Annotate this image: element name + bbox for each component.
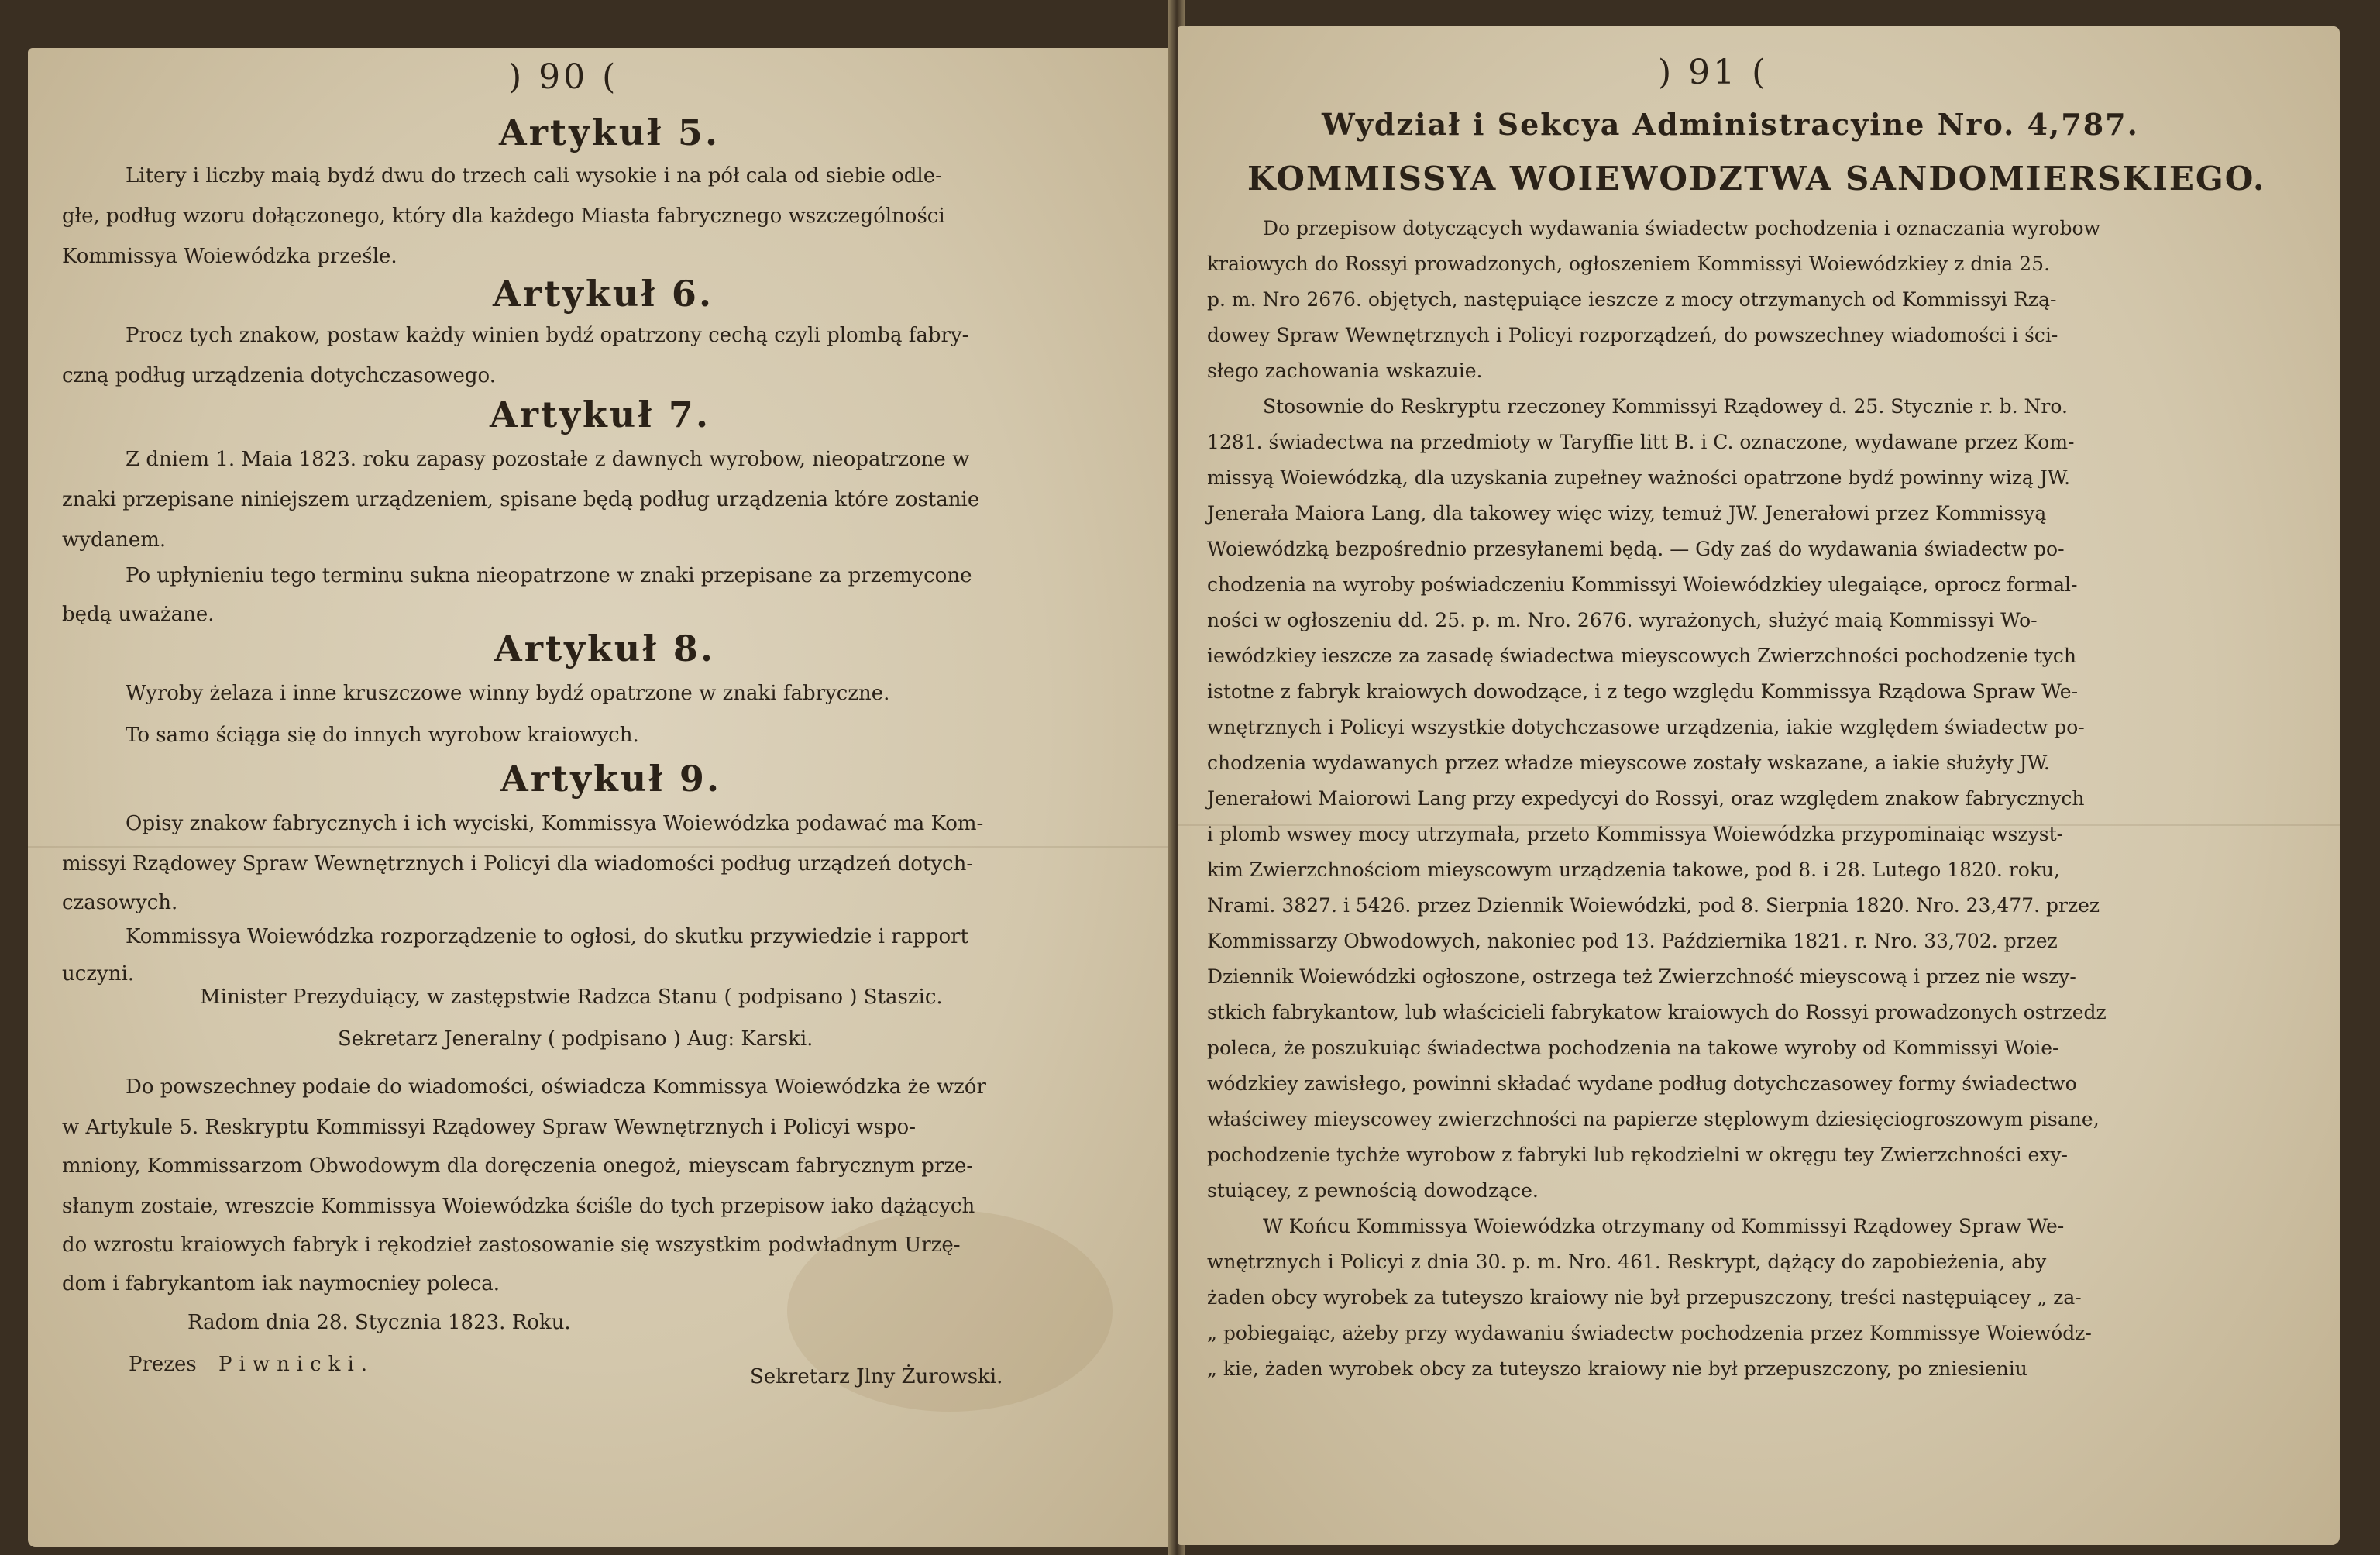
- right-page: [1178, 26, 2340, 1545]
- secretary-signature-2: Sekretarz Jlny Żurowski.: [750, 1365, 1003, 1388]
- article-6-heading: Artykuł 6.: [493, 273, 714, 315]
- date-line: Radom dnia 28. Stycznia 1823. Roku.: [187, 1311, 571, 1334]
- text-line: Kommissarzy Obwodowych, nakoniec pod 13. Października 1821. r. Nro. 33,702. przez: [1207, 930, 2058, 952]
- text-line: słanym zostaie, wreszcie Kommissya Woiewódzka ściśle do tych przepisow iako dążących: [62, 1195, 975, 1218]
- text-line: Stosownie do Reskryptu rzeczoney Kommissyi Rządowey d. 25. Stycznie r. b. Nro.: [1263, 395, 2068, 418]
- text-line: iewódzkiey ieszcze za zasadę świadectwa mieyscowych Zwierzchności pochodzenie tych: [1207, 645, 2077, 667]
- text-line: Z dniem 1. Maia 1823. roku zapasy pozostałe z dawnych wyrobow, nieopatrzone w: [126, 448, 970, 471]
- text-line: wódzkiey zawisłego, powinni składać wydane podług dotychczasowey formy świadectwo: [1207, 1072, 2077, 1095]
- text-line: „ pobiegaiąc, ażeby przy wydawaniu świadectw pochodzenia przez Kommissye Woiewódz-: [1207, 1322, 2092, 1344]
- article-9-heading: Artykuł 9.: [500, 758, 721, 800]
- text-line: znaki przepisane niniejszem urządzeniem, spisane będą podług urządzenia które zostanie: [62, 488, 980, 511]
- text-line: Jenerała Maiora Lang, dla takowey więc wizy, temuż JW. Jenerałowi przez Kommissyą: [1207, 502, 2047, 525]
- president-name: Piwnicki.: [218, 1353, 375, 1376]
- text-line: właściwey mieyscowey zwierzchności na papierze stęplowym dziesięciogroszowym pisane,: [1207, 1108, 2100, 1130]
- page-fold: [28, 846, 1173, 848]
- text-line: chodzenia wydawanych przez władze mieyscowe zostały wskazane, a iakie służyły JW.: [1207, 752, 2050, 774]
- text-line: W Końcu Kommissya Woiewódzka otrzymany od Kommissyi Rządowey Spraw We-: [1263, 1215, 2065, 1237]
- text-line: mniony, Kommissarzom Obwodowym dla doręczenia onegoż, mieyscam fabrycznym prze-: [62, 1154, 974, 1178]
- text-line: dom i fabrykantom iak naymocniey poleca.: [62, 1272, 500, 1295]
- commission-heading: KOMMISSYA WOIEWODZTWA SANDOMIERSKIEGO.: [1247, 160, 2266, 198]
- secretary-signature: Sekretarz Jeneralny ( podpisano ) Aug: Karski.: [338, 1027, 813, 1051]
- text-line: uczyni.: [62, 962, 135, 986]
- text-line: stuiącey, z pewnością dowodzące.: [1207, 1179, 1539, 1202]
- text-line: p. m. Nro 2676. objętych, następuiące ieszcze z mocy otrzymanych od Kommissyi Rzą-: [1207, 288, 2057, 311]
- president-label: Prezes: [129, 1353, 197, 1376]
- text-line: Po upłynieniu tego terminu sukna nieopatrzone w znaki przepisane za przemycone: [126, 564, 972, 587]
- text-line: „ kie, żaden wyrobek obcy za tuteyszo kraiowy nie był przepuszczony, po zniesieniu: [1207, 1357, 2027, 1380]
- text-line: pochodzenie tychże wyrobow z fabryki lub rękodzielni w okręgu tey Zwierzchności exy-: [1207, 1144, 2068, 1166]
- text-line: To samo ściąga się do innych wyrobow kraiowych.: [126, 724, 639, 747]
- article-5-heading: Artykuł 5.: [499, 112, 720, 153]
- article-7-heading: Artykuł 7.: [490, 394, 710, 435]
- text-line: i plomb wswey mocy utrzymała, przeto Kommissya Woiewódzka przypominaiąc wszyst-: [1207, 823, 2064, 845]
- text-line: stkich fabrykantow, lub właścicieli fabrykatow kraiowych do Rossyi prowadzonych ostrzedz: [1207, 1001, 2107, 1023]
- text-line: 1281. świadectwa na przedmioty w Taryffie litt B. i C. oznaczone, wydawane przez Kom-: [1207, 431, 2075, 453]
- text-line: będą uważane.: [62, 603, 215, 626]
- text-line: Do powszechney podaie do wiadomości, oświadcza Kommissya Woiewódzka że wzór: [126, 1075, 986, 1099]
- left-page: [28, 48, 1173, 1547]
- text-line: czną podług urządzenia dotychczasowego.: [62, 364, 496, 387]
- text-line: Kommissya Woiewódzka rozporządzenie to ogłosi, do skutku przywiedzie i rapport: [126, 925, 968, 948]
- text-line: w Artykule 5. Reskryptu Kommissyi Rządowey Spraw Wewnętrznych i Policyi wspo-: [62, 1116, 916, 1139]
- text-line: Do przepisow dotyczących wydawania świadectw pochodzenia i oznaczania wyrobow: [1263, 217, 2100, 239]
- text-line: missyi Rządowey Spraw Wewnętrznych i Policyi dla wiadomości podług urządzeń dotych-: [62, 852, 974, 876]
- text-line: Jenerałowi Maiorowi Lang przy expedycyi do Rossyi, oraz względem znakow fabrycznych: [1207, 787, 2085, 810]
- page-number: ) 91 (: [1658, 53, 1769, 92]
- text-line: żaden obcy wyrobek za tuteyszo kraiowy nie był przepuszczony, treści następuiącey „ za-: [1207, 1286, 2082, 1309]
- text-line: słego zachowania wskazuie.: [1207, 360, 1483, 382]
- text-line: głe, podług wzoru dołączonego, który dla każdego Miasta fabrycznego wszczególności: [62, 205, 945, 228]
- department-heading: Wydział i Sekcya Administracyine Nro. 4,787.: [1322, 107, 2139, 142]
- text-line: Kommissya Woiewódzka prześle.: [62, 245, 397, 268]
- text-line: dowey Spraw Wewnętrznych i Policyi rozporządzeń, do powszechney wiadomości i ści-: [1207, 324, 2058, 346]
- text-line: istotne z fabryk kraiowych dowodzące, i z tego względu Kommissya Rządowa Spraw We-: [1207, 680, 2079, 703]
- text-line: wydanem.: [62, 528, 167, 552]
- text-line: Litery i liczby maią bydź dwu do trzech cali wysokie i na pół cala od siebie odle-: [126, 164, 942, 187]
- article-8-heading: Artykuł 8.: [494, 628, 715, 669]
- text-line: kraiowych do Rossyi prowadzonych, ogłoszeniem Kommissyi Woiewódzkiey z dnia 25.: [1207, 253, 2051, 275]
- text-line: Dziennik Woiewódzki ogłoszone, ostrzega też Zwierzchność mieyscową i przez nie wszy-: [1207, 965, 2076, 988]
- text-line: wnętrznych i Policyi wszystkie dotychczasowe urządzenia, iakie względem świadectw po-: [1207, 716, 2085, 738]
- text-line: Wyroby żelaza i inne kruszczowe winny bydź opatrzone w znaki fabryczne.: [126, 682, 890, 705]
- text-line: missyą Woiewódzką, dla uzyskania zupełney ważności opatrzone bydź powinny wizą JW.: [1207, 466, 2071, 489]
- text-line: poleca, że poszukuiąc świadectwa pochodzenia na takowe wyroby od Kommissyi Woie-: [1207, 1037, 2059, 1059]
- text-line: kim Zwierzchnościom mieyscowym urządzenia takowe, pod 8. i 28. Lutego 1820. roku,: [1207, 858, 2060, 881]
- text-line: Nrami. 3827. i 5426. przez Dziennik Woiewódzki, pod 8. Sierpnia 1820. Nro. 23,477. przez: [1207, 894, 2100, 917]
- text-line: Procz tych znakow, postaw każdy winien bydź opatrzony cechą czyli plombą fabry-: [126, 324, 969, 347]
- page-number: ) 90 (: [508, 57, 619, 97]
- text-line: czasowych.: [62, 891, 178, 914]
- text-line: Opisy znakow fabrycznych i ich wyciski, Kommissya Woiewódzka podawać ma Kom-: [126, 812, 984, 835]
- text-line: Woiewódzką bezpośrednio przesyłanemi będą. — Gdy zaś do wydawania świadectw po-: [1207, 538, 2065, 560]
- text-line: ności w ogłoszeniu dd. 25. p. m. Nro. 2676. wyrażonych, służyć maią Kommissyi Wo-: [1207, 609, 2038, 631]
- text-line: wnętrznych i Policyi z dnia 30. p. m. Nro. 461. Reskrypt, dążący do zapobieżenia, aby: [1207, 1251, 2047, 1273]
- minister-signature: Minister Prezyduiący, w zastępstwie Radzca Stanu ( podpisano ) Staszic.: [200, 986, 943, 1009]
- text-line: chodzenia na wyroby poświadczeniu Kommissyi Woiewódzkiey ulegaiące, oprocz formal-: [1207, 573, 2078, 596]
- text-line: do wzrostu kraiowych fabryk i rękodzieł zastosowanie się wszystkim podwładnym Urzę-: [62, 1233, 961, 1257]
